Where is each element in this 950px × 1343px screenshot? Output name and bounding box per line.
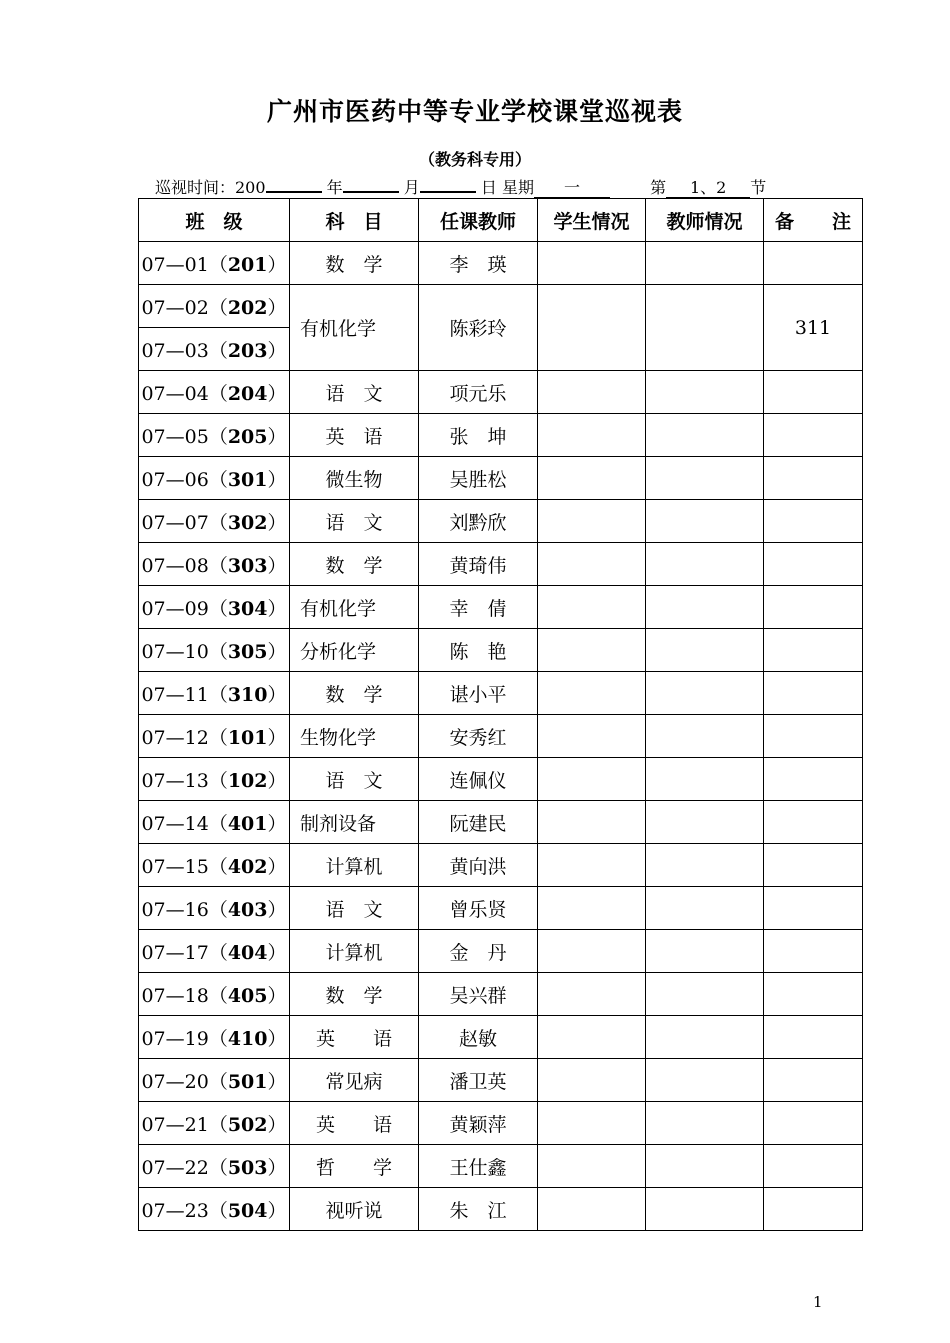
notes-cell [764, 715, 863, 758]
teacher-cell: 李 瑛 [419, 242, 538, 285]
header-teacher: 任课教师 [419, 199, 538, 242]
teacher-status-cell [646, 758, 764, 801]
teacher-cell: 曾乐贤 [419, 887, 538, 930]
day-field [420, 191, 476, 193]
class-cell [139, 242, 290, 285]
student-status-cell [538, 457, 646, 500]
class-close: ） [267, 812, 287, 835]
subject-cell: 语 文 [290, 371, 419, 414]
teacher-status-cell [646, 672, 764, 715]
teacher-cell: 谌小平 [419, 672, 538, 715]
class-code: 07—04（ [141, 382, 228, 405]
class-cell [139, 1059, 290, 1102]
teacher-status-cell [646, 586, 764, 629]
class-cell [139, 371, 290, 414]
table-row [139, 973, 863, 1016]
student-status-cell [538, 371, 646, 414]
class-code: 07—18（ [141, 984, 228, 1007]
student-status-cell [538, 973, 646, 1016]
teacher-cell: 吴胜松 [419, 457, 538, 500]
subject-cell: 计算机 [290, 930, 419, 973]
subject-cell: 英 语 [290, 1016, 419, 1059]
table-row [139, 930, 863, 973]
month-label: 月 [403, 178, 420, 197]
class-close: ） [267, 339, 287, 362]
student-status-cell [538, 758, 646, 801]
time-label: 巡视时间：200 [155, 178, 266, 197]
room-number: 302 [227, 511, 268, 534]
month-field [343, 191, 399, 193]
table-row [139, 1016, 863, 1059]
class-code: 07—07（ [141, 511, 228, 534]
class-close: ） [267, 1027, 287, 1050]
class-code: 07—13（ [141, 769, 228, 792]
page-number: 1 [813, 1293, 823, 1311]
subject-cell: 英 语 [290, 1102, 419, 1145]
table-row [139, 887, 863, 930]
weekday-label: 星期 [501, 178, 534, 197]
subject-cell: 有机化学 [290, 285, 419, 371]
class-close: ） [267, 597, 287, 620]
notes-cell [764, 801, 863, 844]
student-status-cell [538, 672, 646, 715]
table-row [139, 586, 863, 629]
teacher-status-cell [646, 457, 764, 500]
table-row [139, 629, 863, 672]
header-subject: 科 目 [290, 199, 419, 242]
class-code: 07—22（ [141, 1156, 228, 1179]
teacher-cell: 连佩仪 [419, 758, 538, 801]
student-status-cell [538, 629, 646, 672]
room-number: 305 [227, 640, 268, 663]
notes-cell [764, 500, 863, 543]
table-row [139, 715, 863, 758]
student-status-cell [538, 844, 646, 887]
header-class: 班 级 [139, 199, 290, 242]
teacher-cell: 刘黔欣 [419, 500, 538, 543]
table-row [139, 242, 863, 285]
subject-cell: 语 文 [290, 887, 419, 930]
notes-cell [764, 1188, 863, 1231]
teacher-cell: 黄颖萍 [419, 1102, 538, 1145]
table-row [139, 1188, 863, 1231]
room-number: 504 [227, 1199, 268, 1222]
table-row [139, 457, 863, 500]
class-cell [139, 1016, 290, 1059]
class-code: 07—06（ [141, 468, 228, 491]
subject-cell: 英 语 [290, 414, 419, 457]
subject-cell: 计算机 [290, 844, 419, 887]
teacher-cell: 项元乐 [419, 371, 538, 414]
class-code: 07—08（ [141, 554, 228, 577]
room-number: 303 [227, 554, 268, 577]
notes-cell [764, 930, 863, 973]
teacher-status-cell [646, 844, 764, 887]
student-status-cell [538, 1188, 646, 1231]
class-cell [139, 285, 290, 328]
teacher-cell: 赵敏 [419, 1016, 538, 1059]
class-code: 07—03（ [141, 339, 228, 362]
teacher-cell: 吴兴群 [419, 973, 538, 1016]
notes-cell [764, 844, 863, 887]
subject-cell: 数 学 [290, 543, 419, 586]
table-row [139, 801, 863, 844]
subject-cell: 语 文 [290, 758, 419, 801]
class-close: ） [267, 511, 287, 534]
room-number: 201 [227, 253, 268, 276]
teacher-status-cell [646, 1188, 764, 1231]
student-status-cell [538, 887, 646, 930]
subject-cell: 有机化学 [290, 586, 419, 629]
class-cell [139, 328, 290, 371]
notes-cell [764, 973, 863, 1016]
teacher-cell: 金 丹 [419, 930, 538, 973]
class-close: ） [267, 941, 287, 964]
header-student-status: 学生情况 [538, 199, 646, 242]
notes-cell [764, 629, 863, 672]
student-status-cell [538, 500, 646, 543]
class-code: 07—01（ [141, 253, 228, 276]
class-cell [139, 1102, 290, 1145]
teacher-status-cell [646, 1102, 764, 1145]
class-close: ） [267, 683, 287, 706]
table-row [139, 1102, 863, 1145]
notes-cell [764, 371, 863, 414]
class-code: 07—21（ [141, 1113, 228, 1136]
room-number: 501 [227, 1070, 268, 1093]
class-code: 07—11（ [141, 683, 228, 706]
teacher-status-cell [646, 543, 764, 586]
table-row [139, 414, 863, 457]
teacher-status-cell [646, 1016, 764, 1059]
class-close: ） [267, 296, 287, 319]
table-row [139, 758, 863, 801]
subject-cell: 数 学 [290, 242, 419, 285]
class-close: ） [267, 1113, 287, 1136]
class-close: ） [267, 898, 287, 921]
subject-cell: 视听说 [290, 1188, 419, 1231]
teacher-cell: 安秀红 [419, 715, 538, 758]
table-row [139, 543, 863, 586]
teacher-status-cell [646, 285, 764, 371]
room-number: 203 [227, 339, 268, 362]
table-row [139, 844, 863, 887]
class-code: 07—09（ [141, 597, 228, 620]
room-number: 502 [227, 1113, 268, 1136]
class-code: 07—12（ [141, 726, 228, 749]
class-close: ） [267, 1199, 287, 1222]
class-close: ） [267, 855, 287, 878]
room-number: 205 [227, 425, 268, 448]
teacher-cell: 黄向洪 [419, 844, 538, 887]
class-code: 07—23（ [141, 1199, 228, 1222]
room-number: 310 [227, 683, 268, 706]
class-code: 07—05（ [141, 425, 228, 448]
class-code: 07—17（ [141, 941, 228, 964]
class-code: 07—16（ [141, 898, 228, 921]
class-cell [139, 414, 290, 457]
subject-cell: 常见病 [290, 1059, 419, 1102]
room-number: 410 [227, 1027, 268, 1050]
table-row [139, 1145, 863, 1188]
class-code: 07—02（ [141, 296, 228, 319]
teacher-status-cell [646, 973, 764, 1016]
teacher-status-cell [646, 500, 764, 543]
student-status-cell [538, 1059, 646, 1102]
student-status-cell [538, 543, 646, 586]
period-suffix: 节 [750, 178, 767, 197]
patrol-time-line [155, 175, 766, 199]
teacher-cell: 朱 江 [419, 1188, 538, 1231]
period-field: 1、2 [666, 179, 750, 199]
student-status-cell [538, 930, 646, 973]
student-status-cell [538, 586, 646, 629]
class-cell [139, 629, 290, 672]
room-number: 401 [227, 812, 268, 835]
document-subtitle: （教务科专用） [418, 150, 531, 169]
class-cell [139, 973, 290, 1016]
header-row [139, 199, 863, 242]
subject-cell: 分析化学 [290, 629, 419, 672]
class-cell [139, 1145, 290, 1188]
class-cell [139, 500, 290, 543]
class-code: 07—14（ [141, 812, 228, 835]
notes-cell [764, 758, 863, 801]
room-number: 304 [227, 597, 268, 620]
day-label: 日 [480, 178, 497, 197]
student-status-cell [538, 1102, 646, 1145]
subject-cell: 哲 学 [290, 1145, 419, 1188]
class-cell [139, 758, 290, 801]
student-status-cell [538, 715, 646, 758]
room-number: 402 [227, 855, 268, 878]
teacher-cell: 陈彩玲 [419, 285, 538, 371]
subject-cell: 数 学 [290, 672, 419, 715]
teacher-cell: 张 坤 [419, 414, 538, 457]
class-cell [139, 930, 290, 973]
notes-cell [764, 1059, 863, 1102]
teacher-cell: 王仕鑫 [419, 1145, 538, 1188]
class-cell [139, 1188, 290, 1231]
class-close: ） [267, 1070, 287, 1093]
teacher-cell: 黄琦伟 [419, 543, 538, 586]
header-teacher-status: 教师情况 [646, 199, 764, 242]
student-status-cell [538, 242, 646, 285]
class-close: ） [267, 1156, 287, 1179]
class-cell [139, 844, 290, 887]
teacher-status-cell [646, 887, 764, 930]
teacher-status-cell [646, 715, 764, 758]
class-close: ） [267, 468, 287, 491]
class-cell [139, 715, 290, 758]
teacher-cell: 阮建民 [419, 801, 538, 844]
student-status-cell [538, 414, 646, 457]
class-code: 07—15（ [141, 855, 228, 878]
room-number: 202 [227, 296, 268, 319]
room-number: 404 [227, 941, 268, 964]
class-cell [139, 672, 290, 715]
teacher-status-cell [646, 930, 764, 973]
notes-cell [764, 672, 863, 715]
notes-cell [764, 1016, 863, 1059]
table-row [139, 285, 863, 328]
teacher-status-cell [646, 1145, 764, 1188]
class-cell [139, 457, 290, 500]
subject-cell: 生物化学 [290, 715, 419, 758]
class-close: ） [267, 769, 287, 792]
table-row [139, 371, 863, 414]
teacher-cell: 陈 艳 [419, 629, 538, 672]
notes-cell [764, 1102, 863, 1145]
room-number: 102 [227, 769, 268, 792]
class-cell [139, 801, 290, 844]
student-status-cell [538, 285, 646, 371]
notes-cell [764, 887, 863, 930]
room-number: 204 [227, 382, 268, 405]
notes-cell [764, 414, 863, 457]
document-title: 广州市医药中等专业学校课堂巡视表 [266, 97, 683, 126]
notes-cell: 311 [764, 285, 863, 371]
class-close: ） [267, 984, 287, 1007]
class-code: 07—20（ [141, 1070, 228, 1093]
notes-cell [764, 1145, 863, 1188]
class-cell [139, 543, 290, 586]
class-code: 07—19（ [141, 1027, 228, 1050]
teacher-status-cell [646, 1059, 764, 1102]
class-close: ） [267, 640, 287, 663]
class-close: ） [267, 382, 287, 405]
table-row [139, 1059, 863, 1102]
table-row [139, 672, 863, 715]
patrol-table [138, 198, 863, 1231]
header-notes: 备 注 [764, 199, 863, 242]
room-number: 503 [227, 1156, 268, 1179]
teacher-status-cell [646, 629, 764, 672]
subject-cell: 语 文 [290, 500, 419, 543]
class-cell [139, 586, 290, 629]
year-label: 年 [326, 178, 343, 197]
year-field [266, 191, 322, 193]
student-status-cell [538, 1145, 646, 1188]
teacher-cell: 幸 倩 [419, 586, 538, 629]
class-close: ） [267, 726, 287, 749]
subject-cell: 制剂设备 [290, 801, 419, 844]
notes-cell [764, 242, 863, 285]
room-number: 101 [227, 726, 268, 749]
notes-cell [764, 543, 863, 586]
class-close: ） [267, 253, 287, 276]
class-close: ） [267, 425, 287, 448]
subject-cell: 数 学 [290, 973, 419, 1016]
teacher-status-cell [646, 371, 764, 414]
class-code: 07—10（ [141, 640, 228, 663]
room-number: 301 [227, 468, 268, 491]
teacher-cell: 潘卫英 [419, 1059, 538, 1102]
teacher-status-cell [646, 242, 764, 285]
table-row [139, 500, 863, 543]
notes-cell [764, 457, 863, 500]
teacher-status-cell [646, 414, 764, 457]
room-number: 403 [227, 898, 268, 921]
period-prefix: 第 [650, 178, 667, 197]
room-number: 405 [227, 984, 268, 1007]
subject-cell: 微生物 [290, 457, 419, 500]
class-cell [139, 887, 290, 930]
weekday-field: 一 [534, 179, 610, 199]
teacher-status-cell [646, 801, 764, 844]
student-status-cell [538, 1016, 646, 1059]
notes-cell [764, 586, 863, 629]
class-close: ） [267, 554, 287, 577]
student-status-cell [538, 801, 646, 844]
